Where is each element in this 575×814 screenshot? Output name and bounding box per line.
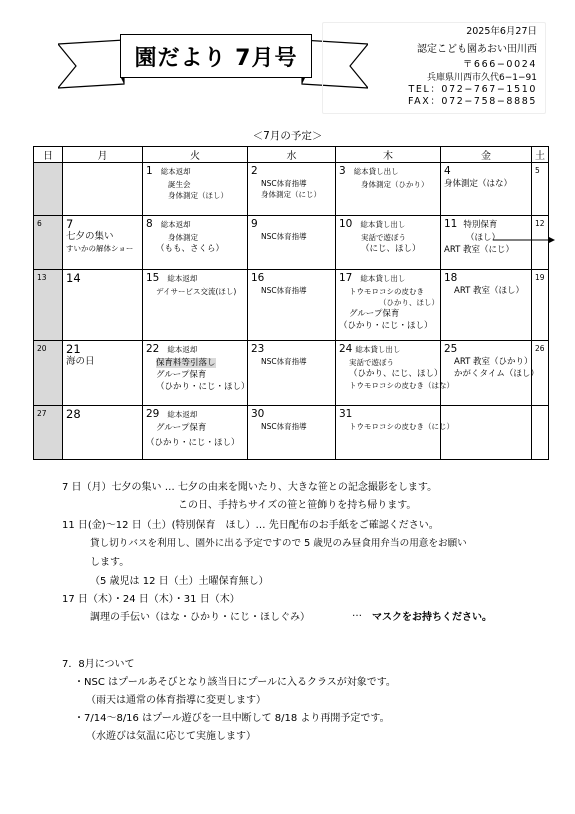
day-cell: [248, 270, 336, 341]
day-number: 24: [339, 343, 353, 355]
day-number: 29: [146, 408, 160, 420]
event: （ひかり・にじ・ほし）: [146, 437, 240, 448]
day-cell: [532, 406, 549, 460]
day-cell: [34, 406, 63, 460]
event: 誕生会: [168, 179, 191, 189]
event: 実話で遊ぼう: [361, 232, 406, 242]
weekday-sun: 日: [34, 147, 63, 163]
day-number: 13: [37, 273, 47, 282]
day-cell: [441, 163, 532, 216]
org-name: 認定こども園あおい田川西: [417, 44, 537, 55]
event: 総本貸し出し: [353, 167, 399, 176]
day-cell: [63, 163, 143, 216]
event: グループ保育: [349, 308, 400, 319]
note-line: します。: [90, 557, 130, 568]
day-cell: [248, 163, 336, 216]
event: 総本貸し出し: [360, 220, 406, 229]
day-number: 8: [146, 218, 153, 230]
event: 身体測定（にじ）: [261, 190, 321, 199]
day-cell: [532, 341, 549, 406]
day-cell: [532, 270, 549, 341]
note-line: 11 日(金)〜12 日（土）(特別保育 ほし）… 先日配布のお手紙をご確認ください。: [62, 520, 439, 531]
day-number: 3: [339, 165, 346, 177]
day-cell: [441, 270, 532, 341]
event: 総本返却: [160, 167, 191, 176]
day-cell: [34, 163, 63, 216]
day-number: 26: [535, 344, 545, 353]
day-number: 21: [66, 342, 81, 356]
mask-notice: マスクをお持ちください。: [372, 612, 492, 623]
event: （もも、さくら）: [156, 243, 225, 254]
day-number: 7: [66, 217, 74, 231]
day-cell: [34, 341, 63, 406]
event: ART 教室（ほし）: [454, 286, 524, 296]
day-number: 22: [146, 343, 160, 355]
event: グループ保育: [156, 370, 207, 380]
note-line: 17 日（木）・24 日（木）・31 日（木）: [62, 594, 240, 605]
event: （ひかり・にじ・ほし）: [339, 320, 433, 331]
postal-code: 〒666−0024: [462, 59, 537, 70]
event: 総本返却: [167, 274, 198, 283]
address: 兵庫県川西市久代6−1−91: [427, 73, 537, 83]
day-cell: [63, 270, 143, 341]
day-cell: [336, 163, 441, 216]
issue-date: 2025年6月27日: [466, 26, 537, 37]
event: （ほし）: [466, 232, 501, 243]
day-number: 2: [251, 165, 258, 177]
day-cell: [143, 163, 248, 216]
event: グループ保育: [156, 422, 207, 433]
day-number: 17: [339, 272, 353, 284]
day-number: 4: [444, 165, 451, 177]
day-number: 11: [444, 218, 458, 230]
day-number: 6: [37, 219, 42, 228]
day-number: 28: [66, 407, 81, 421]
day-cell: [336, 270, 441, 341]
day-cell: [143, 341, 248, 406]
calendar-week: [34, 406, 549, 460]
note-line: ・7/14〜8/16 はプール遊びを一旦中断して 8/18 より再開予定です。: [74, 713, 390, 724]
day-number: 25: [444, 343, 458, 355]
day-number: 12: [535, 219, 545, 228]
note-line: （水遊びは気温に応じて実施します）: [86, 731, 256, 742]
day-cell: [63, 406, 143, 460]
event: トウモロコシの皮むき: [349, 286, 424, 296]
day-number: 5: [535, 166, 540, 175]
day-cell: [248, 216, 336, 270]
calendar-week: [34, 341, 549, 406]
event: トウモロコシの皮むき（にじ）: [349, 422, 454, 431]
note-ellipsis: …: [352, 608, 362, 619]
day-number: 27: [37, 409, 47, 418]
event: NSC体育指導: [261, 286, 307, 295]
note-line: 7 日（月）七夕の集い … 七夕の由来を聞いたり、大きな笹との記念撮影をします。: [62, 482, 438, 493]
event: 七夕の集い: [66, 231, 114, 242]
event: 総本貸し出し: [360, 274, 406, 283]
event: 総本返却: [160, 220, 191, 229]
event: デイサービス交流(ほし): [156, 286, 237, 296]
day-cell: [336, 406, 454, 460]
day-number: 9: [251, 218, 258, 230]
note-line: （5 歳児は 12 日（土）土曜保育無し）: [90, 576, 269, 587]
note-line: 貸し切りバスを利用し、園外に出る予定ですので 5 歳児のみ昼食用弁当の用意をお願い: [90, 538, 467, 549]
day-cell: [34, 216, 63, 270]
day-cell: [248, 406, 336, 460]
event: （にじ、ほし）: [361, 243, 421, 254]
day-number: 30: [251, 408, 265, 420]
event: NSC体育指導: [261, 357, 307, 366]
weekday-tue: 火: [143, 147, 248, 163]
day-cell: [532, 216, 549, 270]
day-number: 10: [339, 218, 353, 230]
day-number: 23: [251, 343, 265, 355]
day-number: 1: [146, 165, 153, 177]
event: 特別保育: [463, 220, 498, 230]
day-number: 16: [251, 272, 265, 284]
day-cell: [441, 406, 532, 460]
weekday-sat: 土: [532, 147, 549, 163]
event: NSC体育指導: [261, 232, 307, 241]
day-number: 18: [444, 272, 458, 284]
day-cell: [441, 216, 532, 270]
weekday-mon: 月: [63, 147, 143, 163]
calendar-title: ＜7月の予定＞: [252, 130, 323, 142]
event: ART 教室（にじ）: [444, 244, 514, 255]
section-heading: 7．8月について: [62, 659, 135, 670]
weekday-thu: 木: [336, 147, 441, 163]
day-number: 15: [146, 272, 160, 284]
day-number: 31: [339, 408, 353, 420]
weekday-wed: 水: [248, 147, 336, 163]
tel: TEL：072−767−1510: [408, 84, 537, 95]
note-line: 調理の手伝い（はな・ひかり・にじ・ほしぐみ）: [90, 612, 310, 623]
day-number: 19: [535, 273, 545, 282]
event: ART 教室（ひかり）: [454, 357, 533, 367]
weekday-fri: 金: [441, 147, 532, 163]
event-highlighted: 保育料等引落し: [156, 357, 216, 368]
event: （ひかり、ほし）: [379, 297, 439, 307]
day-number: 20: [37, 344, 47, 353]
event: NSC体育指導: [261, 179, 307, 188]
event: かがくタイム（ほし）: [454, 369, 539, 379]
event: 身体測定: [168, 232, 198, 242]
note-line: ・NSC はプールあそびとなり該当日にプールに入るクラスが対象です。: [74, 677, 396, 688]
calendar-week: [34, 270, 549, 341]
calendar-table: [33, 146, 549, 460]
event: （ひかり・にじ・ほし）: [156, 382, 250, 392]
newsletter-title: 園だより 7月号: [120, 34, 312, 78]
calendar-week: [34, 163, 549, 216]
event: NSC体育指導: [261, 422, 307, 431]
day-cell: [143, 270, 248, 341]
event: 総本返却: [167, 410, 198, 419]
event: 身体測定（ほし）: [168, 190, 228, 200]
event: トウモロコシの皮むき（はな）: [349, 380, 454, 390]
event: 総本貸し出し: [355, 345, 401, 354]
event: 身体測定（ひかり）: [361, 179, 429, 189]
day-cell: [143, 216, 248, 270]
day-cell: [532, 163, 549, 216]
event: 実話で遊ぼう: [349, 357, 394, 367]
day-cell: [63, 216, 143, 270]
event: 総本返却: [167, 345, 198, 354]
day-cell: [441, 341, 539, 406]
event: （ひかり、にじ、ほし）: [349, 368, 443, 379]
day-cell: [143, 406, 248, 460]
day-cell: [336, 216, 441, 270]
day-number: 14: [66, 271, 81, 285]
day-cell: [34, 270, 63, 341]
day-cell: [248, 341, 336, 406]
event: 海の日: [66, 356, 95, 367]
event: すいかの解体ショー: [66, 244, 134, 253]
note-line: （雨天は通常の体育指導に変更します）: [86, 695, 266, 706]
note-line: この日、手持ちサイズの笹と笹飾りを持ち帰ります。: [178, 500, 417, 511]
day-cell: [63, 341, 143, 406]
event: 身体測定（はな）: [444, 179, 513, 189]
calendar-week: [34, 216, 549, 270]
fax: FAX：072−758−8885: [407, 96, 537, 107]
